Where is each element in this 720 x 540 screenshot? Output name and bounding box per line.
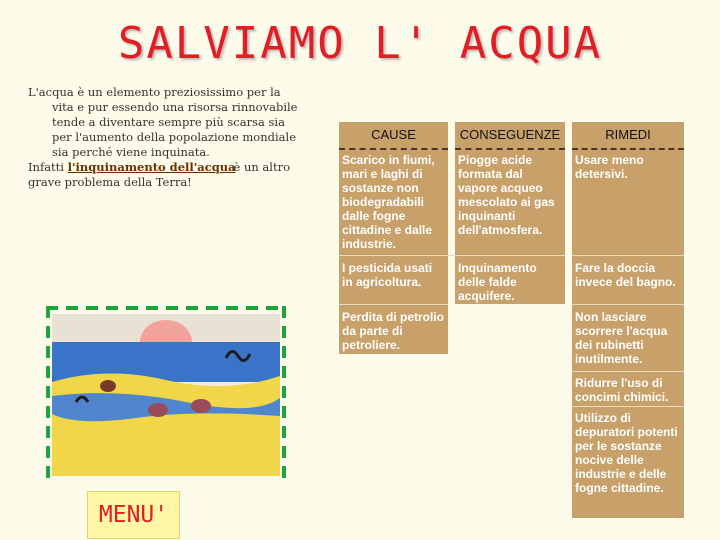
row-divider: [339, 304, 448, 305]
cause-cell: Scarico in fiumi, mari e laghi di sostanze non biodegradabili dalle fogne cittadine e dalle industrie.: [342, 153, 435, 251]
row-divider: [572, 371, 684, 372]
row-divider: [339, 255, 565, 256]
row-divider: [572, 255, 684, 256]
sand: [52, 373, 280, 476]
header-cause: CAUSE: [339, 122, 448, 150]
intro-paragraph-2: [28, 160, 300, 175]
header-conseguenze: CONSEGUENZE: [455, 122, 565, 150]
crab-icon: [148, 403, 168, 417]
rimedi-cell: Usare meno detersivi.: [575, 153, 644, 181]
child-drawing: [46, 306, 286, 482]
cause-cell: I pesticida usati in agricoltura.: [342, 261, 433, 289]
conseguenze-cell: Piogge acide formata dal vapore acqueo mescolato ai gas inquinanti dell'atmosfera.: [458, 153, 555, 237]
rimedi-cell: Utilizzo di depuratori potenti per le sostanze nocive delle industrie e delle fogne cittadine.: [575, 411, 678, 495]
intro-paragraph-1: L'acqua è un elemento preziosissimo per la vita e pur essendo una risorsa rinnovabile tende a diventare sempre più scarsa sia per l'aumento della popolazione mondiale sia perché viene inquinata.: [28, 85, 298, 159]
conseguenze-cell: Inquinamento delle falde acquifere.: [458, 261, 537, 303]
intro-text: [28, 85, 300, 190]
row-divider: [572, 406, 684, 407]
menu-button[interactable]: MENU': [87, 491, 180, 539]
row-divider: [572, 304, 684, 305]
intro-highlight: l'inquinamento dell'acqua: [67, 160, 236, 174]
rimedi-cell: Non lasciare scorrere l'acqua dei rubinetti inutilmente.: [575, 310, 668, 366]
fish-icon: [100, 380, 116, 392]
intro-paragraph-3: grave problema della Terra!: [28, 175, 192, 189]
rimedi-cell: Fare la doccia invece del bagno.: [575, 261, 676, 289]
page-title: SALVIAMO L' ACQUA: [117, 18, 603, 69]
cause-cell: Perdita di petrolio da parte di petroliere.: [342, 310, 445, 352]
intro-pre: Infatti: [28, 160, 64, 174]
header-rimedi: RIMEDI: [572, 122, 684, 150]
crab-icon: [191, 399, 211, 413]
intro-post: è un altro: [233, 160, 290, 174]
rimedi-cell: Ridurre l'uso di concimi chimici.: [575, 376, 669, 404]
